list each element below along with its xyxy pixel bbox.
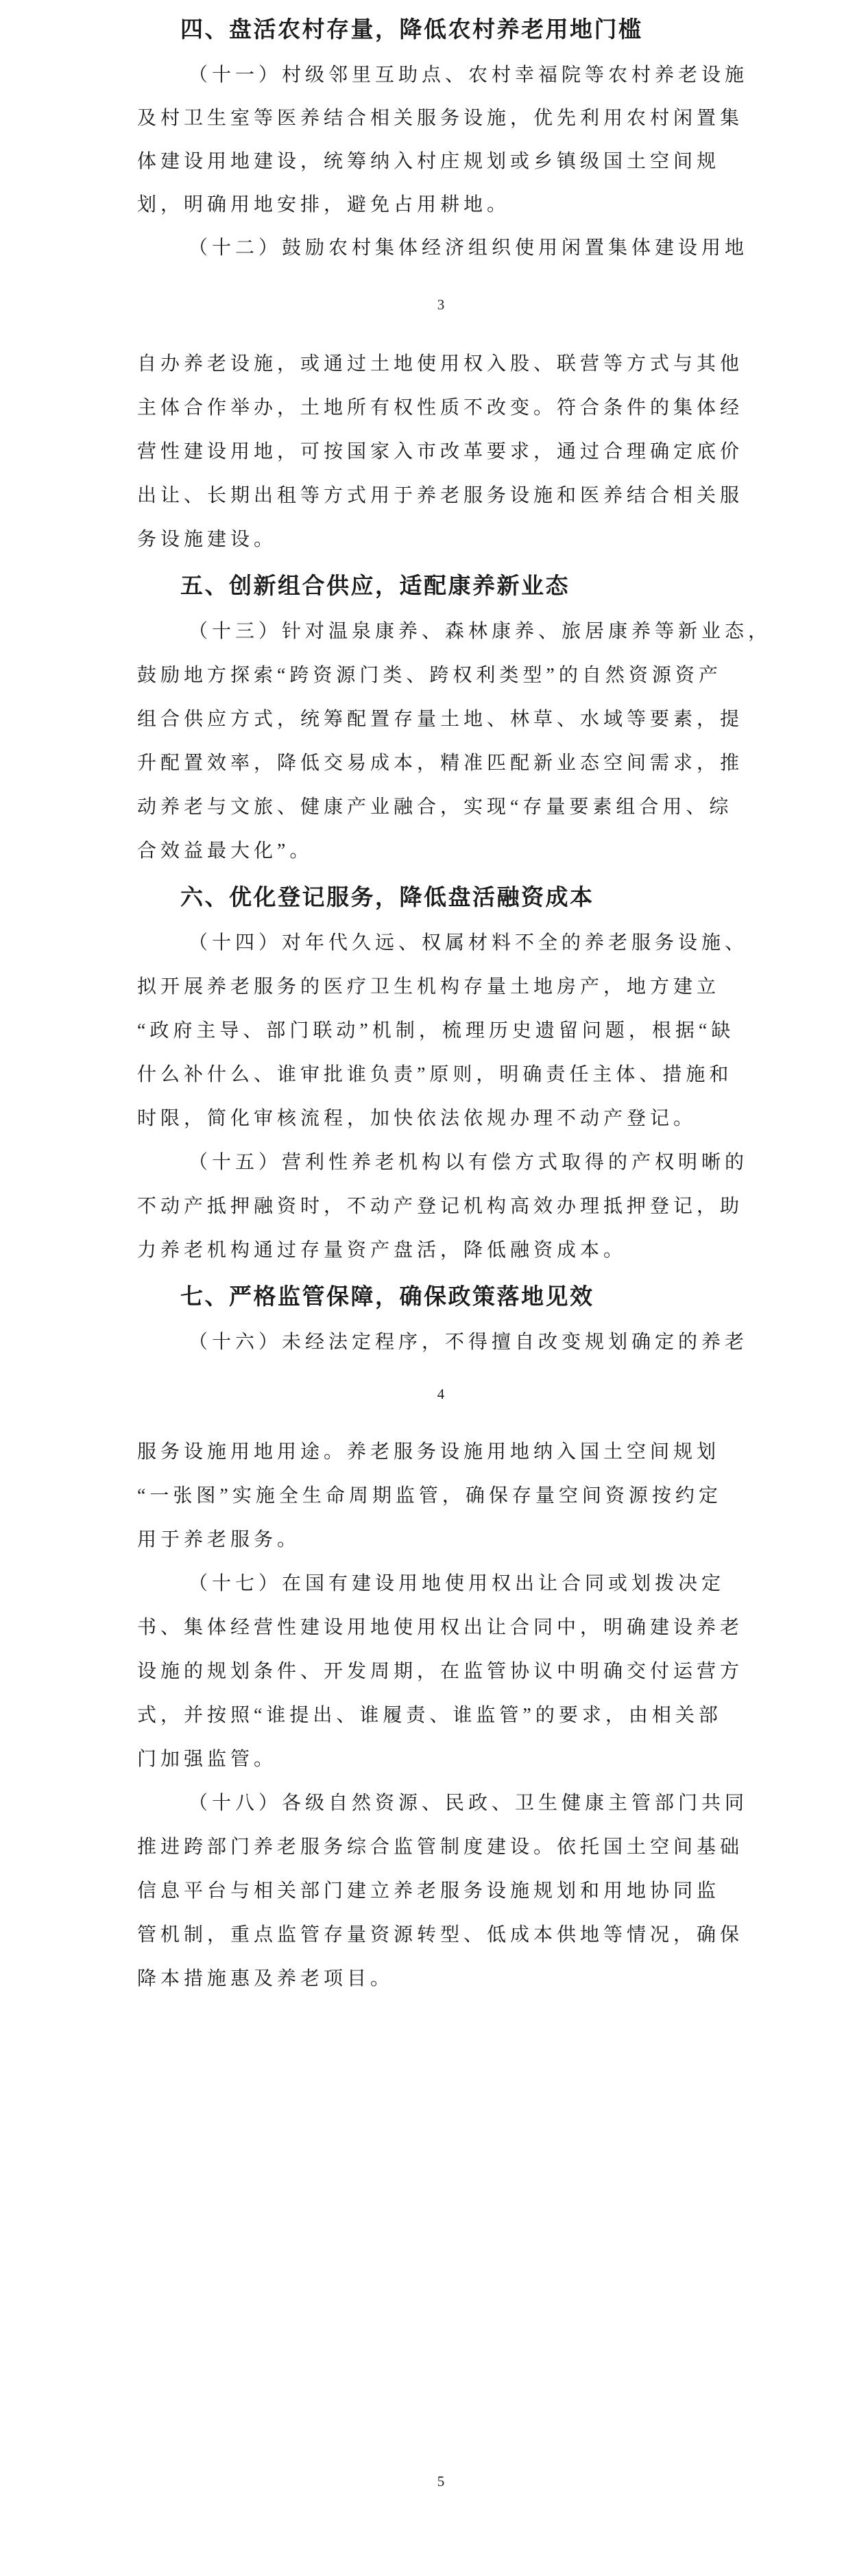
para-14-line: 什么补什么、谁审批谁负责”原则，明确责任主体、措施和 xyxy=(137,1064,733,1085)
section-heading-7: 七、严格监管保障，确保政策落地见效 xyxy=(180,1284,594,1309)
para-17-line: 书、集体经营性建设用地使用权出让合同中，明确建设养老 xyxy=(137,1617,744,1638)
para-12-line: （十二）鼓励农村集体经济组织使用闲置集体建设用地 xyxy=(189,237,749,259)
section-heading-4: 四、盘活农村存量，降低农村养老用地门槛 xyxy=(180,16,643,42)
para-17-line: 式，并按照“谁提出、谁履责、谁监管”的要求，由相关部 xyxy=(137,1705,722,1726)
para-12-line: 出让、长期出租等方式用于养老服务设施和医养结合相关服 xyxy=(137,485,744,506)
para-17-line: 门加强监管。 xyxy=(137,1749,278,1770)
para-13-line: （十三）针对温泉康养、森林康养、旅居康养等新业态， xyxy=(189,621,772,642)
para-12-line: 营性建设用地，可按国家入市改革要求，通过合理确定底价 xyxy=(137,441,744,462)
page3-text-column xyxy=(137,8,749,270)
para-15-line: 力养老机构通过存量资产盘活，降低融资成本。 xyxy=(137,1240,627,1261)
para-11-line: （十一）村级邻里互助点、农村幸福院等农村养老设施 xyxy=(189,64,749,86)
para-13-line: 合效益最大化”。 xyxy=(137,840,313,862)
page-number-4: 4 xyxy=(437,1386,445,1402)
page-number-5: 5 xyxy=(437,2473,445,2490)
para-18-line: 推进跨部门养老服务综合监管制度建设。依托国土空间基础 xyxy=(137,1836,744,1858)
para-15-line: （十五）营利性养老机构以有偿方式取得的产权明晰的 xyxy=(189,1152,749,1173)
page5-text-column xyxy=(137,1430,749,2001)
para-14-line: （十四）对年代久远、权属材料不全的养老服务设施、 xyxy=(189,932,749,954)
section-heading-6: 六、优化登记服务，降低盘活融资成本 xyxy=(180,884,594,910)
section-heading-5: 五、创新组合供应，适配康养新业态 xyxy=(180,573,570,598)
para-11-line: 及村卫生室等医养结合相关服务设施，优先利用农村闲置集 xyxy=(137,108,744,129)
para-16-line: “一张图”实施全生命周期监管，确保存量空间资源按约定 xyxy=(137,1485,722,1506)
para-18-line: 降本措施惠及养老项目。 xyxy=(137,1968,394,1989)
para-16-line: 服务设施用地用途。养老服务设施用地纳入国土空间规划 xyxy=(137,1441,721,1463)
para-11-line: 体建设用地建设，统筹纳入村庄规划或乡镇级国土空间规 xyxy=(137,151,721,172)
para-17-line: 设施的规划条件、开发周期，在监管协议中明确交付运营方 xyxy=(137,1661,744,1682)
para-14-line: 拟开展养老服务的医疗卫生机构存量土地房产，地方建立 xyxy=(137,976,721,997)
para-15-line: 不动产抵押融资时，不动产登记机构高效办理抵押登记，助 xyxy=(137,1196,744,1217)
para-13-line: 升配置效率，降低交易成本，精准匹配新业态空间需求，推 xyxy=(137,753,744,774)
para-16-line: 用于养老服务。 xyxy=(137,1529,301,1550)
para-13-line: 鼓励地方探索“跨资源门类、跨权利类型”的自然资源资产 xyxy=(137,665,722,686)
para-14-line: 时限，简化审核流程，加快依法依规办理不动产登记。 xyxy=(137,1108,697,1129)
para-18-line: 信息平台与相关部门建立养老服务设施规划和用地协同监 xyxy=(137,1880,721,1902)
para-17-line: （十七）在国有建设用地使用权出让合同或划拨决定 xyxy=(189,1573,725,1594)
para-12-line: 自办养老设施，或通过土地使用权入股、联营等方式与其他 xyxy=(137,353,744,375)
para-12-line: 主体合作举办，土地所有权性质不改变。符合条件的集体经 xyxy=(137,397,744,418)
para-16-line: （十六）未经法定程序，不得擅自改变规划确定的养老 xyxy=(189,1332,749,1353)
para-13-line: 动养老与文旅、健康产业融合，实现“存量要素组合用、综 xyxy=(137,796,733,818)
para-12-line: 务设施建设。 xyxy=(137,529,278,550)
page4-text-column xyxy=(137,342,772,1364)
para-14-line: “政府主导、部门联动”机制，梳理历史遗留问题，根据“缺 xyxy=(137,1020,735,1041)
para-18-line: 管机制，重点监管存量资源转型、低成本供地等情况，确保 xyxy=(137,1924,744,1946)
para-11-line: 划，明确用地安排，避免占用耕地。 xyxy=(137,194,511,215)
para-18-line: （十八）各级自然资源、民政、卫生健康主管部门共同 xyxy=(189,1793,749,1814)
para-13-line: 组合供应方式，统筹配置存量土地、林草、水域等要素，提 xyxy=(137,709,744,730)
page-number-3: 3 xyxy=(437,296,445,313)
